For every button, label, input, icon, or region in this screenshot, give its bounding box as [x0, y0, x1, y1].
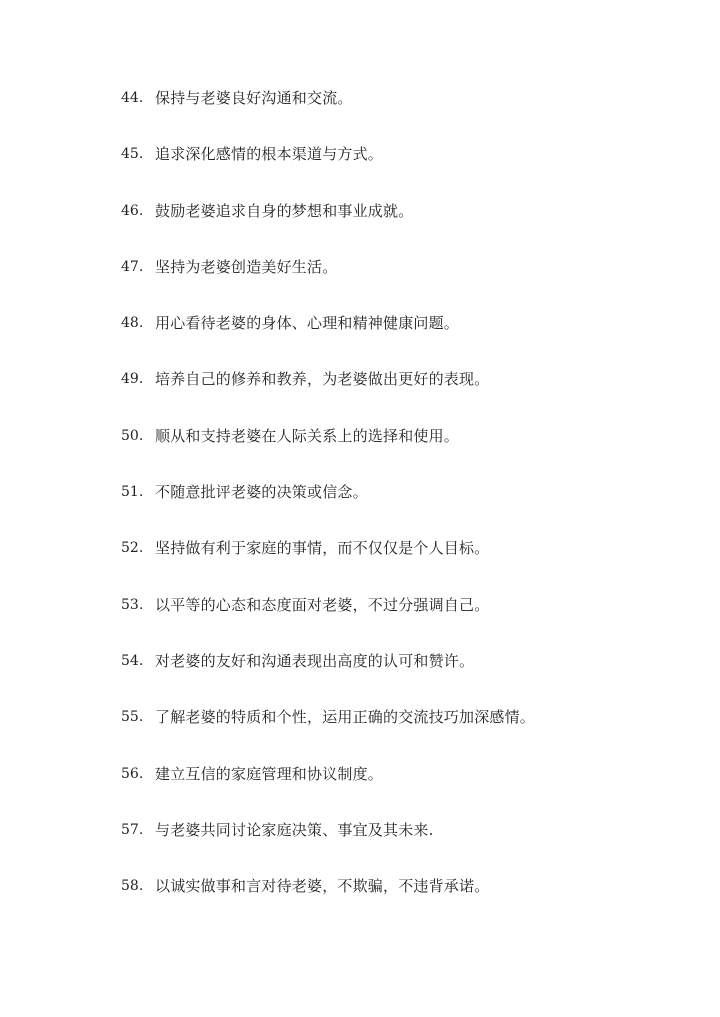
list-item: [121, 818, 681, 874]
item-number: 57.: [121, 821, 144, 838]
item-text: 了解老婆的特质和个性，运用正确的交流技巧加深感情。: [155, 708, 536, 727]
list-item: [121, 199, 681, 255]
item-number: 45.: [121, 146, 144, 163]
item-number: 58.: [121, 878, 144, 895]
item-number: 54.: [121, 652, 144, 669]
list-item: [121, 311, 681, 367]
item-text: 保持与老婆良好沟通和交流。: [155, 89, 353, 107]
list-item: [121, 649, 681, 705]
item-number: 56.: [121, 765, 144, 782]
item-text: 坚持为老婆创造美好生活。: [155, 257, 338, 276]
list-item: [121, 480, 681, 536]
list-item: [121, 86, 681, 142]
item-number: 52.: [121, 540, 144, 557]
item-number: 44.: [121, 90, 144, 106]
list-item: [121, 536, 681, 592]
list-item: [121, 367, 681, 423]
item-text: 坚持做有利于家庭的事情，而不仅仅是个人目标。: [155, 539, 490, 558]
list-item: [121, 874, 681, 930]
item-text: 用心看待老婆的身体、心理和精神健康问题。: [155, 314, 460, 333]
list-item: [121, 424, 681, 480]
item-text: 与老婆共同讨论家庭决策、事宜及其未来.: [155, 820, 434, 839]
item-number: 55.: [121, 709, 144, 726]
item-number: 53.: [121, 596, 144, 613]
item-text: 以诚实做事和言对待老婆，不欺骗，不违背承诺。: [155, 877, 490, 896]
item-number: 51.: [121, 484, 144, 501]
list-item: [121, 255, 681, 311]
item-number: 47.: [121, 258, 144, 275]
item-number: 46.: [121, 202, 144, 219]
list-item: [121, 762, 681, 818]
item-text: 不随意批评老婆的决策或信念。: [155, 483, 368, 502]
item-number: 48.: [121, 315, 144, 332]
item-text: 顺从和支持老婆在人际关系上的选择和使用。: [155, 426, 460, 445]
item-number: 50.: [121, 427, 144, 444]
list-item: [121, 705, 681, 761]
item-text: 对老婆的友好和沟通表现出高度的认可和赞许。: [155, 651, 475, 670]
item-text: 追求深化感情的根本渠道与方式。: [155, 145, 384, 164]
item-number: 49.: [121, 371, 144, 388]
list-item: [121, 142, 681, 198]
item-text: 建立互信的家庭管理和协议制度。: [155, 764, 384, 783]
numbered-list: [121, 86, 681, 930]
item-text: 以平等的心态和态度面对老婆，不过分强调自己。: [155, 595, 490, 614]
item-text: 鼓励老婆追求自身的梦想和事业成就。: [155, 201, 414, 220]
item-text: 培养自己的修养和教养，为老婆做出更好的表现。: [155, 370, 490, 389]
list-item: [121, 593, 681, 649]
